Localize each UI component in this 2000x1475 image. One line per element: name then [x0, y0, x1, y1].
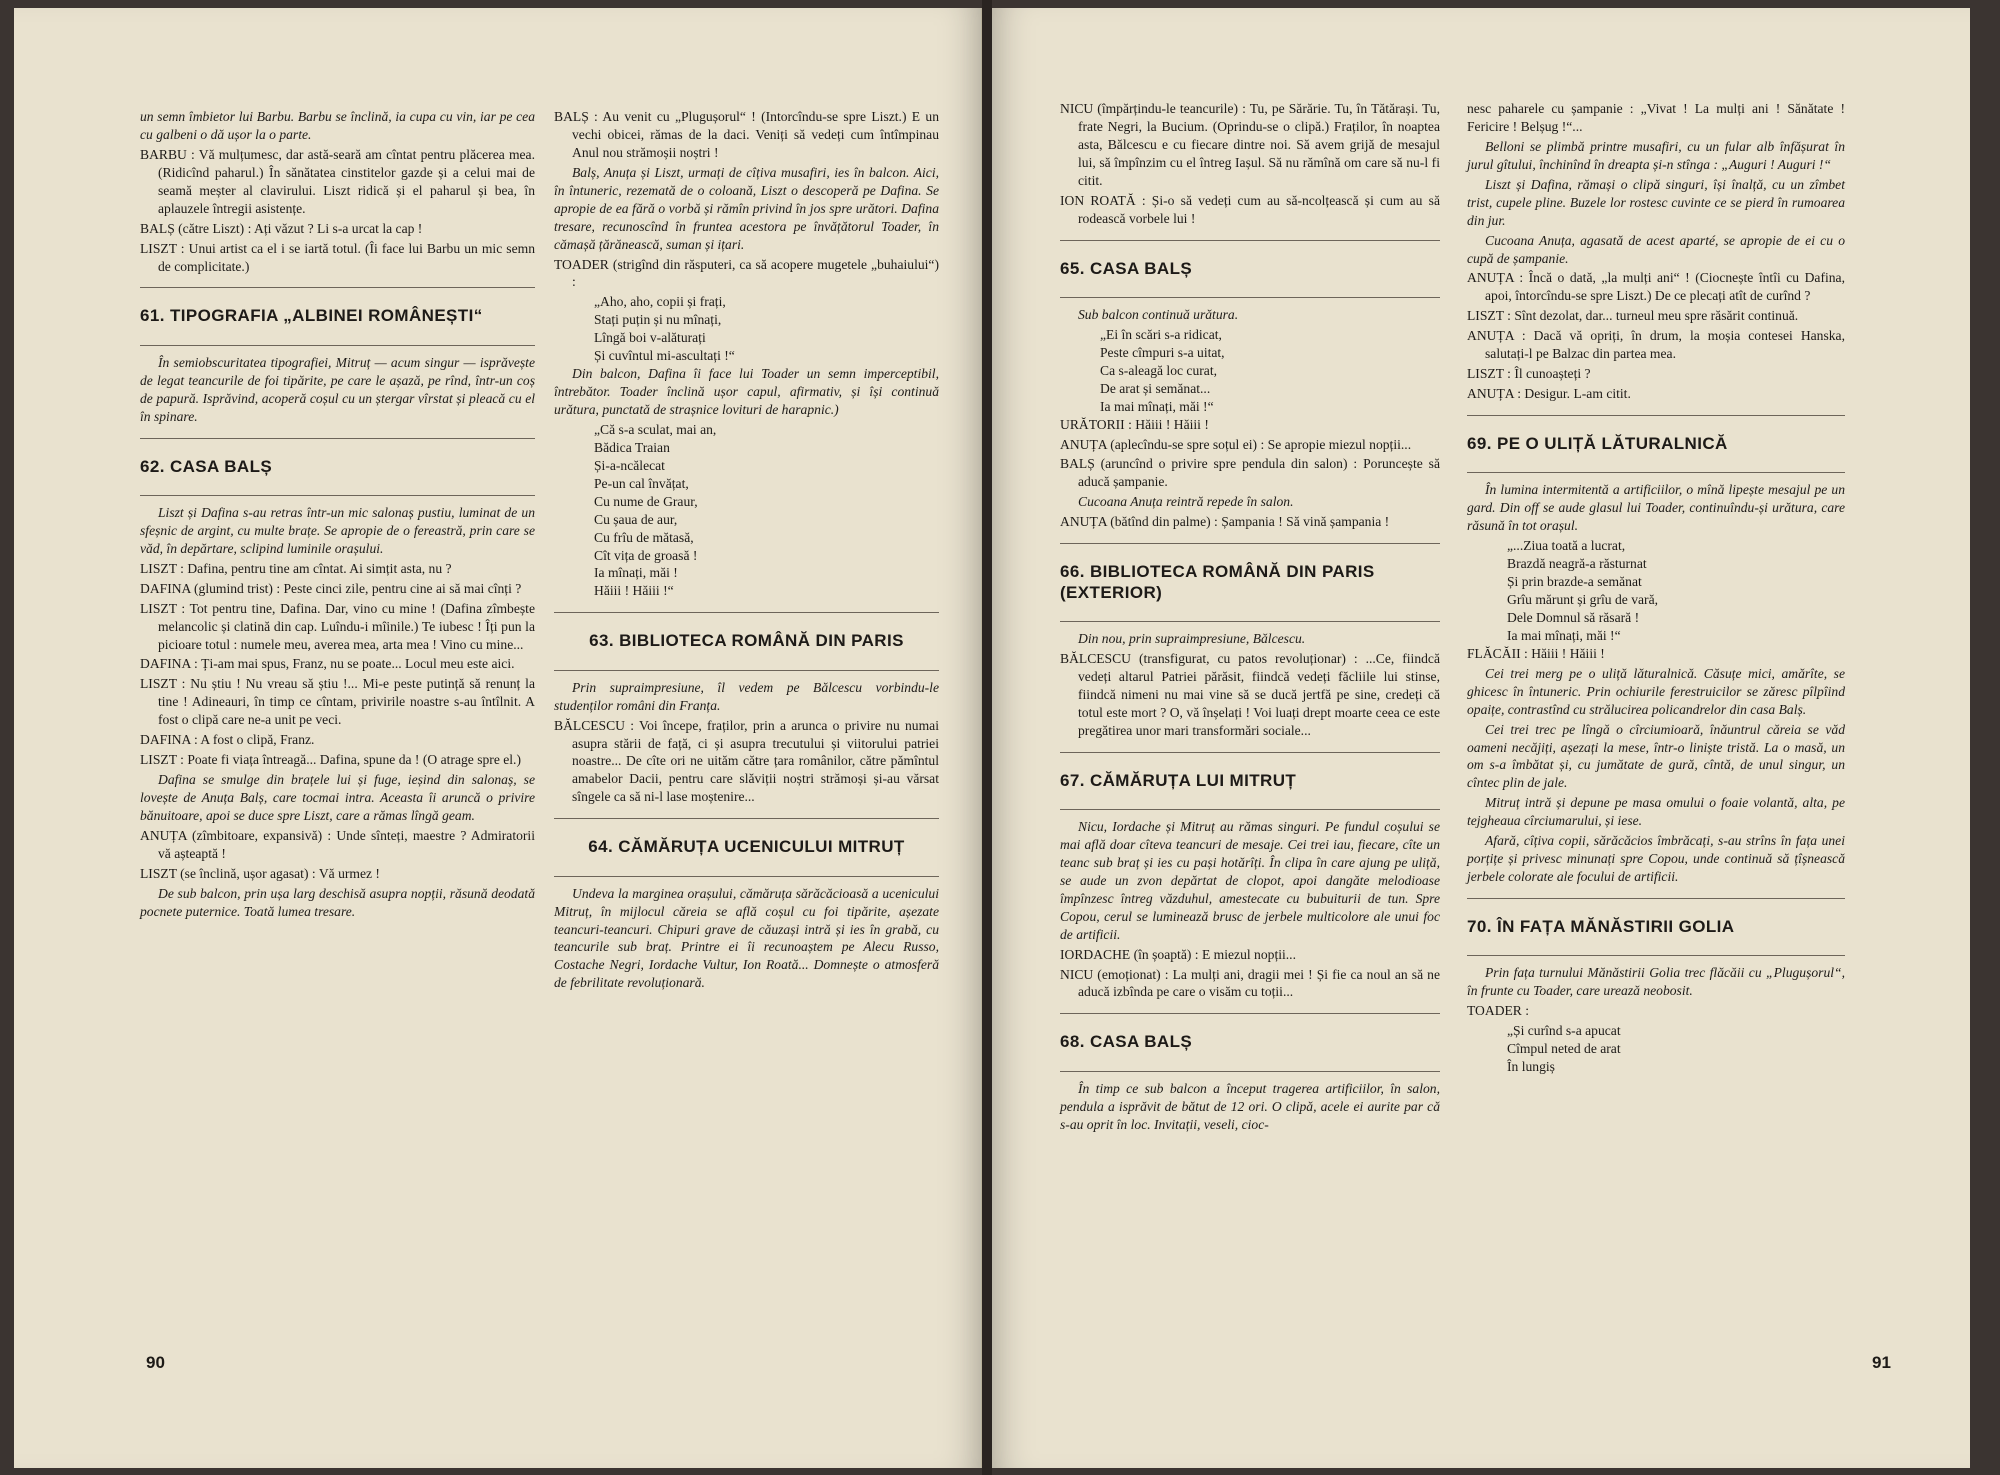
dialogue-line: BALȘ : Au venit cu „Plugușorul“ ! (Intorcîndu-se spre Liszt.) E un vechi obicei, rămas de la daci. Veniți să vedeți cum întîmpinau Anul nou strămoșii noștri !	[554, 109, 939, 160]
verse-line: Cu șaua de aur,	[594, 511, 678, 527]
scene-direction-65: Sub balcon continuă urătura.	[1078, 306, 1239, 322]
left-page	[14, 8, 982, 1468]
scene-direction-61: În semiobscuritatea tipografiei, Mitruț — acum singur — isprăvește de legat teancurile de foi tipărite, pe care le așază, pe rînd, într-un coș de papură. Isprăvind, acoperă coșul cu un ștergar vîrstat și pleacă cu el în spinare.	[140, 354, 535, 424]
column-1	[140, 108, 535, 923]
dialogue-line: ANUȚA (zîmbitoare, expansivă) : Unde sînteți, maestre ? Admiratorii vă așteaptă !	[140, 827, 535, 861]
scene-direction-64: Undeva la marginea orașului, cămăruța sărăcăcioasă a ucenicului Mitruț, în mijlocul căreia se află coșul cu foi tipărite, așezate teancuri-teancuri. Chipuri grave de căuzași intră și ies în grabă, cu teancurile sub braț. Printre ei îi recunoaștem pe Alecu Russo, Costache Negri, Iordache Vultur, Ion Roată... Domnește o atmosferă de febrilitate revoluționară.	[554, 885, 939, 991]
column-4	[1467, 100, 1845, 1076]
verse-1	[554, 293, 939, 365]
stage-direction: Dafina se smulge din brațele lui și fuge, ieșind din salonaș, se lovește de Anuța Balș, care tocmai intra. Aceasta îi aruncă o privire bănuitoare, apoi se duce spre Liszt, care a rămas lîngă geam.	[140, 772, 535, 823]
verse-line: Cu nume de Graur,	[594, 493, 698, 509]
stage-direction: Belloni se plimbă printre musafiri, cu un fular alb înfășurat în jurul gîtului, închinînd în dreapta și-n stînga : „Auguri ! Auguri !“	[1467, 138, 1845, 172]
verse-line: Hăiii ! Hăiii !“	[594, 583, 674, 599]
scene-direction-62: Liszt și Dafina s-au retras într-un mic salonaș pustiu, luminat de un sfeșnic de argint, cu multe brațe. Se apropie de o fereastră, prin care se văd, în depărtare, sclipind luminile orașului.	[140, 504, 535, 556]
scene-heading-70: 70. ÎN FAȚA MĂNĂSTIRII GOLIA	[1467, 917, 1735, 937]
verse-line: Și prin brazde-a semănat	[1507, 574, 1642, 590]
dialogue-line: nesc paharele cu șampanie : „Vivat ! La mulți ani ! Sănătate ! Fericire ! Belșug !“...	[1467, 101, 1845, 134]
scene-heading-68: 68. CASA BALȘ	[1060, 1032, 1193, 1052]
verse-line: Ia mai mînați, măi !“	[1100, 398, 1214, 414]
scene-heading-63: 63. BIBLIOTECA ROMÂNĂ DIN PARIS	[589, 631, 904, 651]
verse-line: Lîngă boi v-alăturați	[594, 330, 706, 346]
dialogue-line: FLĂCĂII : Hăiii ! Hăiii !	[1467, 645, 1605, 661]
verse-line: Pe-un cal învățat,	[594, 475, 689, 491]
scene-direction-66: Din nou, prin supraimpresiune, Bălcescu.	[1078, 630, 1306, 646]
book-gutter	[982, 0, 992, 1475]
speaker-toader-70: TOADER :	[1467, 1003, 1530, 1019]
stage-direction: Cucoana Anuța, agasată de acest aparté, se apropie de ei cu o cupă de șampanie.	[1467, 232, 1845, 266]
column-3	[1060, 100, 1440, 1136]
dialogue-line: LISZT : Unui artist ca el i se iartă totul. (Îi face lui Barbu un mic semn de complicitate.)	[140, 240, 535, 274]
scene-heading-65: 65. CASA BALȘ	[1060, 258, 1193, 278]
dialogue-line: DAFINA : Ți-am mai spus, Franz, nu se poate... Locul meu este aici.	[140, 656, 515, 672]
stage-direction: Cei trei merg pe o uliță lăturalnică. Căsuțe mici, amărîte, se ghicesc în întuneric. Prin ochiurile ferestruicilor se zăresc pîlpîind opaițe, contrastînd cu strălucirea policandrelor din casa Balș.	[1467, 665, 1845, 717]
scene-68-dialogue	[1467, 100, 1845, 403]
scene-67-dialogue	[1060, 946, 1440, 1002]
verse-line: Grîu mărunt și grîu de vară,	[1507, 592, 1658, 608]
scene-direction-70: Prin fața turnului Mănăstirii Golia trec flăcăii cu „Plugușorul“, în frunte cu Toader, care urează neobosit.	[1467, 965, 1845, 999]
dialogue-line: LISZT : Dafina, pentru tine am cîntat. Ai simțit asta, nu ?	[140, 560, 452, 576]
right-page	[992, 8, 1970, 1468]
dialogue-line: NICU (emoționat) : La mulți ani, dragii mei ! Și fie ca noul an să ne aducă izbînda pe care o visăm cu toții...	[1060, 966, 1440, 1000]
scene-heading-62: 62. CASA BALȘ	[140, 456, 273, 476]
stage-direction: un semn îmbietor lui Barbu. Barbu se înclină, ia cupa cu vin, iar pe cea cu galbeni o dă ușor la o parte.	[140, 109, 535, 142]
column-2	[554, 108, 939, 994]
dialogue-line: DAFINA (glumind trist) : Peste cinci zile, pentru cine ai să mai cînți ?	[140, 580, 522, 596]
dialogue-line: BARBU : Vă mulțumesc, dar astă-seară am cîntat pentru plăcerea mea. (Ridicînd paharul.) În sănătatea cinstitelor gazde și a celui mai de seamă meșter al clavirului. Liszt ridică și el paharul și bea, în aplauzele întregii asistențe.	[140, 146, 535, 216]
scene-direction-63: Prin supraimpresiune, îl vedem pe Bălcescu vorbindu-le studenților români din Franța.	[554, 679, 939, 713]
dialogue-line: ANUȚA : Desigur. L-am citit.	[1467, 386, 1631, 402]
dialogue-line: LISZT : Tot pentru tine, Dafina. Dar, vino cu mine ! (Dafina zîmbește melancolic și clatină din cap. Luîndu-i mîinile.) Te iubesc ! Îți pun la picioare totul : numele meu, averea mea, arta mea ! Vino cu mine...	[140, 600, 535, 652]
scene-heading-67: 67. CĂMĂRUȚA LUI MITRUȚ	[1060, 770, 1297, 790]
dialogue-line: DAFINA : A fost o clipă, Franz.	[140, 732, 315, 748]
stage-direction: Balș, Anuța și Liszt, urmați de cîțiva musafiri, ies în balcon. Aici, în întuneric, rezemată de o coloană, Liszt o descoperă pe Dafina. Se apropie de ea fără o vorbă și rămîn privind în jos spre urători. Dafina tresare, recunoscînd în fruntea acestora pe învățătorul Toader, în cămașă țărănească, suman și ițari.	[554, 164, 939, 252]
dialogue-line: IORDACHE (în șoaptă) : E miezul nopții...	[1060, 946, 1296, 962]
verse-4	[1467, 537, 1845, 645]
stage-direction: Cucoana Anuța reintră repede în salon.	[1078, 494, 1294, 510]
dialogue-line: ANUȚA : Încă o dată, „la mulți ani“ ! (Ciocnește întîi cu Dafina, apoi, întorcîndu-se spre Liszt.) De ce plecați atît de curînd ?	[1467, 270, 1845, 304]
stage-direction: Mitruț intră și depune pe masa omului o foaie volantă, alta, pe tejgheaua cîrciumarului, și iese.	[1467, 795, 1845, 829]
verse-5	[1467, 1022, 1845, 1076]
verse-line: Și-a-ncălecat	[594, 457, 665, 473]
verse-line: Brazdă neagră-a răsturnat	[1507, 556, 1647, 572]
dialogue-line: LISZT (se înclină, ușor agasat) : Vă urmez !	[140, 865, 380, 881]
dialogue-line: LISZT : Poate fi viața întreagă... Dafina, spune da ! (O atrage spre el.)	[140, 752, 521, 768]
dialogue-line: LISZT : Îl cunoașteți ?	[1467, 366, 1591, 382]
verse-line: „Că s-a sculat, mai an,	[594, 421, 717, 437]
speech-balcescu-63: BĂLCESCU : Voi începe, fraților, prin a arunca o privire nu numai asupra stării de față, ci și asupra trecutului și viitorului patriei noastre... De cîte ori ne uităm către țara românilor, către pămîntul amabelor Dacii, pentru care slăviții noștri strămoși și-au vărsat sîngele ca să ni-l lase moștenire...	[554, 717, 939, 805]
verse-line: Și cuvîntul mi-ascultați !“	[594, 348, 735, 364]
scene-direction-69: În lumina intermitentă a artificiilor, o mînă lipește mesajul pe un gard. Din off se aude glasul lui Toader, continuîndu-și urătura, care răsună în tot orașul.	[1467, 482, 1845, 534]
dialogue-line: LISZT : Nu știu ! Nu vreau să știu !... Mi-e peste putință să renunț la tine ! Adineauri, în timp ce cîntam, privirile noastre s-au întîlnit. A fost o clipă care ne-a unit pe veci.	[140, 676, 535, 728]
verse-line: Cu frîu de mătasă,	[594, 529, 694, 545]
verse-line: Ia mai mînați, măi !“	[1507, 627, 1621, 643]
verse-line: Cît vița de groasă !	[594, 547, 698, 563]
verse-line: Ca s-aleagă loc curat,	[1100, 362, 1217, 378]
verse-line: „Ei în scări s-a ridicat,	[1100, 326, 1222, 342]
stage-direction: Liszt și Dafina, rămași o clipă singuri, își înalță, cu un zîmbet trist, cupele pline. Buzele lor rostesc cuvinte ce se pierd în rumoarea din jur.	[1467, 176, 1845, 228]
verse-line: „...Ziua toată a lucrat,	[1507, 538, 1626, 554]
scene-direction-68: În timp ce sub balcon a început tragerea artificiilor, în salon, pendula a isprăvit de bătut de 12 ori. O clipă, acele ei aurite par că s-au oprit în loc. Invitații, veseli, cioc-	[1060, 1080, 1440, 1132]
verse-line: Stați puțin și nu mînați,	[594, 312, 722, 328]
stage-direction: Afară, cîțiva copii, sărăcăcios îmbrăcați, s-au strîns în fața unei porțițe și privesc minunați spre Copou, unde continuă să țîșnească jerbele colorate ale focului de artificii.	[1467, 833, 1845, 885]
verse-line: Cîmpul neted de arat	[1507, 1041, 1621, 1057]
dialogue-line: BALȘ (către Liszt) : Ați văzut ? Li s-a urcat la cap !	[140, 220, 423, 236]
scene-heading-64: 64. CĂMĂRUȚA UCENICULUI MITRUȚ	[588, 837, 905, 857]
direction-balcony: Din balcon, Dafina îi face lui Toader un semn imperceptibil, întrebător. Toader înclină ușor capul, afirmativ, și își continuă urătura, punctată de strașnice lovituri de harapnic.)	[554, 366, 939, 417]
scene-60-continuation	[140, 108, 535, 275]
verse-line: Peste cîmpuri s-a uitat,	[1100, 344, 1225, 360]
dialogue-line: NICU (împărțindu-le teancurile) : Tu, pe Sărărie. Tu, în Tătărași. Tu, frate Negri, la Bucium. (Oprindu-se o clipă.) Fraților, în noaptea asta, Bălcescu e cu fiecare dintre noi. Să avem grijă de mesajul lui, să împînzim cu el întreg Iașul. Să nu rămînă om care să nu-l fi citit.	[1060, 101, 1440, 188]
dialogue-line: ION ROATĂ : Și-o să vedeți cum au să-ncolțească și cum au să rodească vorbele lui !	[1060, 192, 1440, 226]
verse-line: Bădica Traian	[594, 439, 670, 455]
verse-3	[1060, 326, 1440, 416]
scene-heading-69: 69. PE O ULIȚĂ LĂTURALNICĂ	[1467, 434, 1728, 453]
verse-line: Ia mînați, măi !	[594, 565, 678, 581]
scene-62-dialogue	[140, 560, 535, 921]
dialogue-line: BALȘ (aruncînd o privire spre pendula din salon) : Poruncește să aducă șampanie.	[1060, 456, 1440, 490]
scene-64-dialogue	[1060, 100, 1440, 228]
scene-62-continued	[554, 108, 939, 291]
verse-line: În lungiș	[1507, 1059, 1555, 1075]
verse-line: Dele Domnul să răsară !	[1507, 609, 1640, 625]
page-number-right: 91	[1872, 1353, 1891, 1372]
dialogue-line: URĂTORII : Hăiii ! Hăiii !	[1060, 416, 1209, 432]
dialogue-line: ANUȚA (aplecîndu-se spre soțul ei) : Se apropie miezul nopții...	[1060, 436, 1412, 452]
scene-69-dialogue	[1467, 645, 1845, 886]
stage-direction: De sub balcon, prin ușa larg deschisă asupra nopții, răsună deodată pocnete puternice. Toată lumea tresare.	[140, 885, 535, 919]
scene-direction-67: Nicu, Iordache și Mitruț au rămas singuri. Pe fundul coșului se mai află doar cîteva teancuri de mesaje. Cei trei iau, fiecare, cîte un teanc sub braț și ies cu pași hotărîți. În clipa în care ajung pe uliță, se aude un zvon depărtat de clopot, apoi dangăte melodioase împînzesc întreg văzduhul, amestecate cu bubuiturii de tun. Spre Copou, cerul se luminează brusc de jerbele multicolore ale unui foc de artificii.	[1060, 819, 1440, 942]
verse-line: „Și curînd s-a apucat	[1507, 1023, 1621, 1039]
verse-2	[554, 421, 939, 600]
scene-heading-61: 61. TIPOGRAFIA „ALBINEI ROMÂNEȘTI“	[140, 306, 483, 326]
verse-line: „Aho, aho, copii și frați,	[594, 294, 726, 310]
scene-65-dialogue	[1060, 416, 1440, 532]
dialogue-line: ANUȚA (bătînd din palme) : Șampania ! Să vină șampania !	[1060, 514, 1390, 530]
speech-balcescu-66: BĂLCESCU (transfigurat, cu patos revoluționar) : ...Ce, fiindcă vedeți altarul Patriei părăsit, fiindcă vedeți făcliile lui stinse, fiindcă nimeni nu mai vine să se ducă jertfă pe sine, credeți că totul este mort ? O, vă înșelați ! Voi luați drept moarte ceea ce este pregătirea unor mari transformări sociale...	[1060, 650, 1440, 738]
stage-direction: Cei trei trec pe lîngă o cîrciumioară, înăuntrul căreia se văd oameni necăjiți, așezați la mese, într-o liniște tristă. La o masă, un om s-a îmbătat și, cu jumătate de gură, cîntă, de unul singur, un cîntec plin de jale.	[1467, 721, 1845, 791]
dialogue-line: TOADER (strigînd din răsputeri, ca să acopere mugetele „buhaiului“) :	[554, 256, 939, 290]
dialogue-line: ANUȚA : Dacă vă opriți, în drum, la moșia contesei Hanska, salutați-l pe Balzac din partea mea.	[1467, 328, 1845, 362]
dialogue-line: LISZT : Sînt dezolat, dar... turneul meu spre răsărit continuă.	[1467, 308, 1799, 324]
verse-line: De arat și semănat...	[1100, 380, 1211, 396]
page-number-left: 90	[146, 1353, 165, 1372]
scene-heading-66: 66. BIBLIOTECA ROMÂNĂ DIN PARIS (EXTERIOR)	[1060, 562, 1375, 602]
